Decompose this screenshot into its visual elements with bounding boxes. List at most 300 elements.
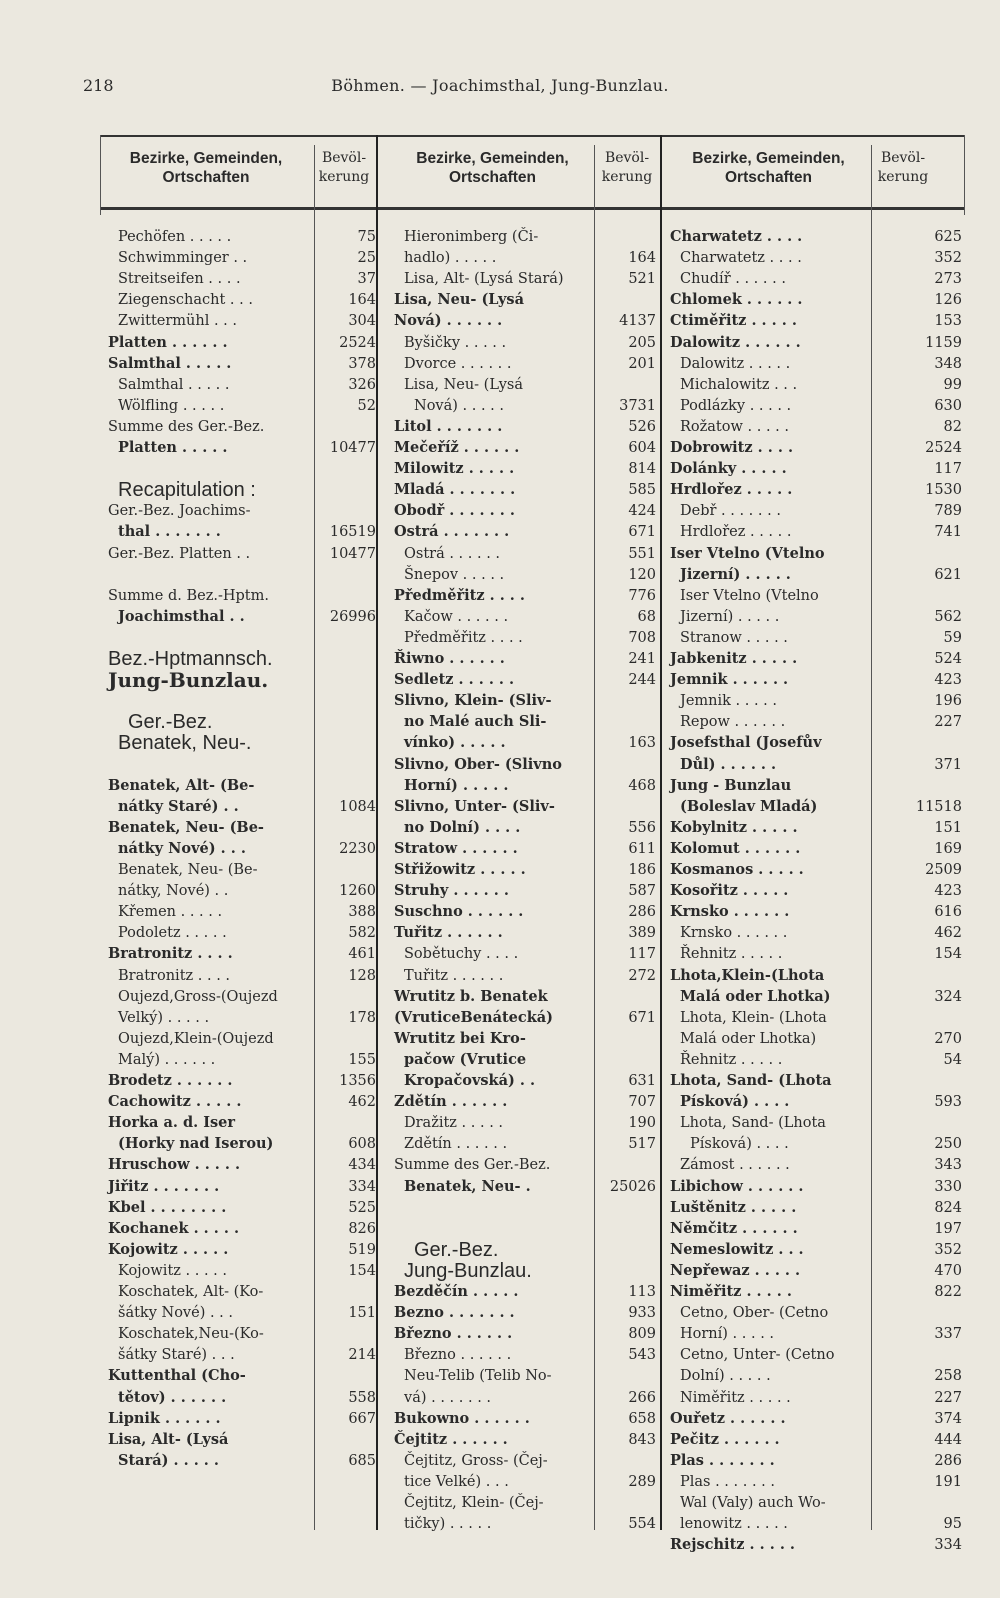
entry-population: 423 — [934, 672, 962, 688]
entry-population: 621 — [934, 567, 962, 583]
entry-name: Oujezd,Klein-(Oujezd — [118, 1031, 274, 1047]
column-divider — [376, 135, 378, 1530]
entry-population: 214 — [348, 1347, 376, 1363]
entry-name: Lhota, Klein- (Lhota — [680, 1010, 827, 1026]
entry-population: 521 — [628, 271, 656, 287]
entry-population: 824 — [934, 1200, 962, 1216]
entry-name: Kropačovská) . . — [404, 1072, 536, 1089]
entry-name: lenowitz . . . . . — [680, 1516, 788, 1532]
entry-name: Josefsthal (Josefův — [670, 734, 822, 751]
entry-name: Summe des Ger.-Bez. — [394, 1157, 551, 1173]
page-header — [0, 76, 1000, 102]
entry-name: Dobrowitz . . . . — [670, 439, 794, 456]
entry-name: Oujezd,Gross-(Oujezd — [118, 989, 278, 1005]
entry-population: 616 — [934, 904, 962, 920]
entry-name: Rožatow . . . . . — [680, 419, 789, 435]
entry-name: Lisa, Alt- (Lysá — [108, 1431, 229, 1448]
entry-name: Benatek, Neu- (Be- — [108, 819, 264, 836]
entry-name: Jizerní) . . . . . — [680, 566, 791, 583]
entry-name: nátky Nové) . . . — [118, 840, 246, 857]
entry-population: 16519 — [329, 524, 376, 540]
header-name-col2: Bezirke, Gemeinden, Ortschaften — [416, 150, 569, 186]
header-name-col1: Bezirke, Gemeinden, Ortschaften — [129, 150, 283, 186]
entry-population: 99 — [943, 377, 962, 393]
entry-name: Plas . . . . . . . — [680, 1474, 776, 1490]
entry-population: 25 — [357, 250, 376, 266]
entry-name: Milowitz . . . . . — [394, 460, 515, 477]
entry-population: 326 — [348, 377, 376, 393]
entry-population: 2230 — [339, 841, 376, 857]
entry-name: Křemen . . . . . — [118, 904, 223, 920]
entry-name: Stará) . . . . . — [118, 1452, 219, 1469]
entry-name: Platten . . . . . — [118, 439, 228, 456]
entry-name: Salmthal . . . . . — [118, 377, 230, 393]
entry-population: 37 — [357, 271, 376, 287]
entry-population: 371 — [934, 757, 962, 773]
entry-population: 554 — [628, 1516, 656, 1532]
entry-population: 519 — [348, 1242, 376, 1258]
entry-population: 250 — [934, 1136, 962, 1152]
entry-population: 151 — [934, 820, 962, 836]
entry-name: Benatek, Alt- (Be- — [108, 777, 255, 794]
entry-name: Sobětuchy . . . . — [404, 946, 519, 962]
entry-name: Mladá . . . . . . . — [394, 481, 516, 498]
entry-name: Hruschow . . . . . — [108, 1156, 241, 1173]
entry-name: Slivno, Ober- (Slivno — [394, 756, 562, 773]
entry-name: Bezno . . . . . . . — [394, 1304, 515, 1321]
entry-name: Koschatek,Neu-(Ko- — [118, 1326, 264, 1342]
entry-name: Ger.-Bez. Platten . . — [108, 546, 251, 562]
entry-name: Kochanek . . . . . — [108, 1220, 240, 1237]
entry-population: 201 — [628, 356, 656, 372]
entry-population: 543 — [628, 1347, 656, 1363]
entry-name: Pechöfen . . . . . — [118, 229, 232, 245]
entry-population: 1084 — [339, 799, 376, 815]
entry-population: 155 — [348, 1052, 376, 1068]
entry-name: Dražitz . . . . . — [404, 1115, 504, 1131]
entry-name: nátky, Nové) . . — [118, 883, 229, 899]
entry-population: 54 — [943, 1052, 962, 1068]
entry-name: Řehnitz . . . . . — [680, 1052, 783, 1068]
entry-name: Lipnik . . . . . . — [108, 1410, 221, 1427]
entry-name: Předměřitz . . . . — [394, 587, 525, 604]
entry-name: Kačow . . . . . . — [404, 609, 509, 625]
entry-population: 1356 — [339, 1073, 376, 1089]
entry-population: 186 — [628, 862, 656, 878]
entry-name: Písková) . . . . — [690, 1136, 789, 1152]
entry-name: pačow (Vrutice — [404, 1051, 527, 1068]
entry-name: Summe des Ger.-Bez. — [108, 419, 265, 435]
entry-name: Lhota,Klein-(Lhota — [670, 967, 825, 984]
entry-name: Ostrá . . . . . . . — [394, 523, 510, 540]
entry-population: 388 — [348, 904, 376, 920]
entry-population: 352 — [934, 250, 962, 266]
entry-population: 424 — [628, 503, 656, 519]
entry-name: Kojowitz . . . . . — [118, 1263, 228, 1279]
entry-name: Dvorce . . . . . . — [404, 356, 512, 372]
entry-population: 658 — [628, 1411, 656, 1427]
entry-population: 117 — [628, 946, 656, 962]
entry-population: 2524 — [339, 335, 376, 351]
entry-name: Neu-Telib (Telib No- — [404, 1368, 552, 1384]
entry-population: 343 — [934, 1157, 962, 1173]
entry-population: 164 — [628, 250, 656, 266]
entry-population: 558 — [348, 1390, 376, 1406]
entry-name: Lhota, Sand- (Lhota — [680, 1115, 826, 1131]
entry-name: Jung-Bunzlau. — [108, 668, 269, 692]
entry-population: 117 — [934, 461, 962, 477]
entry-population: 470 — [934, 1263, 962, 1279]
entry-population: 667 — [348, 1411, 376, 1427]
entry-population: 270 — [934, 1031, 962, 1047]
entry-population: 95 — [943, 1516, 962, 1532]
entry-name: Zámost . . . . . . — [680, 1157, 790, 1173]
entry-name: Niměřitz . . . . . — [680, 1390, 791, 1406]
entry-name: Repow . . . . . . — [680, 714, 786, 730]
entry-population: 707 — [628, 1094, 656, 1110]
entry-name: Ger.-Bez. Joachims- — [108, 503, 251, 519]
entry-name: Nepřewaz . . . . . — [670, 1262, 801, 1279]
entry-population: 461 — [348, 946, 376, 962]
entry-population: 196 — [934, 693, 962, 709]
entry-name: Dolní) . . . . . — [680, 1368, 771, 1384]
entry-name: Dalowitz . . . . . — [680, 356, 791, 372]
header-bottom-rule — [100, 207, 965, 210]
entry-name: Cetno, Ober- (Cetno — [680, 1305, 829, 1321]
entry-name: Čejtitz, Klein- (Čej- — [404, 1495, 544, 1511]
entry-name: Březno . . . . . . — [404, 1347, 512, 1363]
entry-name: Salmthal . . . . . — [108, 355, 232, 372]
entry-name: Platten . . . . . . — [108, 334, 228, 351]
population-table — [100, 135, 965, 1553]
entry-population: 741 — [934, 524, 962, 540]
entry-name: Lisa, Neu- (Lysá — [404, 377, 523, 393]
entry-name: Rejschitz . . . . . — [670, 1536, 795, 1553]
entry-population: 153 — [934, 313, 962, 329]
entry-name: Struhy . . . . . . — [394, 882, 509, 899]
entry-population: 822 — [934, 1284, 962, 1300]
entry-name: Plas . . . . . . . — [670, 1452, 775, 1469]
entry-name: Důl) . . . . . . — [680, 756, 777, 773]
entry-population: 582 — [348, 925, 376, 941]
entry-name: Jabkenitz . . . . . — [670, 650, 798, 667]
entry-population: 324 — [934, 989, 962, 1005]
entry-population: 562 — [934, 609, 962, 625]
entry-name: Krnsko . . . . . . — [670, 903, 790, 920]
entry-name: Velký) . . . . . — [118, 1010, 210, 1026]
entry-name: no Malé auch Sli- — [404, 713, 547, 730]
entry-name: Obodř . . . . . . . — [394, 502, 515, 519]
entry-name: Lisa, Alt- (Lysá Stará) — [404, 271, 564, 287]
entry-name: Ouřetz . . . . . . — [670, 1410, 786, 1427]
entry-name: Jung - Bunzlau — [670, 777, 792, 794]
entry-population: 462 — [348, 1094, 376, 1110]
entry-name: Střižowitz . . . . . — [394, 861, 526, 878]
entry-name: Jung-Bunzlau. — [404, 1260, 532, 1282]
entry-population: 154 — [348, 1263, 376, 1279]
entry-population: 423 — [934, 883, 962, 899]
entry-population: 227 — [934, 1390, 962, 1406]
entry-name: tičky) . . . . . — [404, 1516, 492, 1532]
entry-name: vínko) . . . . . — [404, 734, 506, 751]
entry-population: 685 — [348, 1453, 376, 1469]
entry-name: Suschno . . . . . . — [394, 903, 524, 920]
entry-population: 444 — [934, 1432, 962, 1448]
running-head: Böhmen. — Joachimsthal, Jung-Bunzlau. — [331, 76, 669, 95]
entry-population: 776 — [628, 588, 656, 604]
entry-population: 151 — [348, 1305, 376, 1321]
entry-population: 434 — [348, 1157, 376, 1173]
entry-name: Streitseifen . . . . — [118, 271, 241, 287]
entry-population: 11518 — [915, 799, 962, 815]
entry-name: Horní) . . . . . — [680, 1326, 775, 1342]
entry-name: Řiwno . . . . . . — [394, 650, 505, 667]
entry-population: 708 — [628, 630, 656, 646]
entry-population: 241 — [628, 651, 656, 667]
entry-name: Summe d. Bez.-Hptm. — [108, 588, 269, 604]
entry-population: 52 — [357, 398, 376, 414]
entry-population: 389 — [628, 925, 656, 941]
entry-name: vá) . . . . . . . — [404, 1390, 492, 1406]
entry-name: Kbel . . . . . . . . — [108, 1199, 227, 1216]
entry-name: Chudíř . . . . . . — [680, 271, 786, 287]
entry-name: Wölfling . . . . . — [118, 398, 225, 414]
entry-name: Ger.-Bez. — [128, 711, 213, 733]
entry-population: 593 — [934, 1094, 962, 1110]
entry-name: Wrutitz b. Benatek — [394, 988, 548, 1005]
entry-name: Horka a. d. Iser — [108, 1114, 236, 1131]
entry-name: Bratronitz . . . . — [118, 968, 231, 984]
entry-name: Ziegenschacht . . . — [118, 292, 253, 308]
entry-population: 178 — [348, 1010, 376, 1026]
entry-name: Kuttenthal (Cho- — [108, 1367, 246, 1384]
entry-population: 2524 — [925, 440, 962, 456]
entry-population: 604 — [628, 440, 656, 456]
header-pop-col3: Bevöl- kerung — [877, 150, 929, 185]
entry-name: Wrutitz bei Kro- — [394, 1030, 526, 1047]
entry-name: Bezděčín . . . . . — [394, 1283, 519, 1300]
entry-population: 330 — [934, 1179, 962, 1195]
entry-population: 608 — [348, 1136, 376, 1152]
column-divider — [660, 135, 662, 1530]
entry-population: 556 — [628, 820, 656, 836]
entry-population: 10477 — [329, 440, 376, 456]
entry-name: Sedletz . . . . . . — [394, 671, 515, 688]
entry-name: Benatek, Neu-. — [118, 732, 252, 754]
entry-name: Cachowitz . . . . . — [108, 1093, 242, 1110]
entry-name: Charwatetz . . . . — [680, 250, 802, 266]
entry-name: hadlo) . . . . . — [404, 250, 497, 266]
entry-population: 2509 — [925, 862, 962, 878]
entry-name: Zdětín . . . . . . — [394, 1093, 508, 1110]
column-divider — [100, 135, 101, 215]
entry-name: Brodetz . . . . . . — [108, 1072, 233, 1089]
entry-population: 1159 — [925, 335, 962, 351]
header-pop-col1: Bevöl- kerung — [318, 150, 370, 185]
entry-name: Bratronitz . . . . — [108, 945, 233, 962]
entry-population: 826 — [348, 1221, 376, 1237]
entry-population: 933 — [628, 1305, 656, 1321]
entry-population: 789 — [934, 503, 962, 519]
entry-name: Hrdlořez . . . . . — [680, 524, 792, 540]
entry-name: Libichow . . . . . . — [670, 1178, 804, 1195]
entry-population: 585 — [628, 482, 656, 498]
entry-population: 526 — [628, 419, 656, 435]
entry-name: Nemeslowitz . . . — [670, 1241, 804, 1258]
entry-name: Slivno, Unter- (Sliv- — [394, 798, 555, 815]
entry-name: Dalowitz . . . . . . — [670, 334, 801, 351]
entry-name: Jiřitz . . . . . . . — [108, 1178, 220, 1195]
entry-population: 273 — [934, 271, 962, 287]
entry-name: Litol . . . . . . . — [394, 418, 503, 435]
table-top-rule — [100, 135, 965, 137]
entry-name: Jemnik . . . . . — [680, 693, 777, 709]
entry-name: Charwatetz . . . . — [670, 228, 803, 245]
entry-population: 163 — [628, 735, 656, 751]
entry-name: Malá oder Lhotka) — [680, 1031, 817, 1047]
entry-name: Zdětín . . . . . . — [404, 1136, 508, 1152]
entry-population: 82 — [943, 419, 962, 435]
entry-name: Bukowno . . . . . . — [394, 1410, 530, 1427]
entry-name: Podoletz . . . . . — [118, 925, 227, 941]
entry-name: Jemnik . . . . . . — [670, 671, 789, 688]
entry-population: 352 — [934, 1242, 962, 1258]
entry-name: Debř . . . . . . . — [680, 503, 781, 519]
entry-population: 524 — [934, 651, 962, 667]
entry-name: (Boleslav Mladá) — [680, 798, 818, 815]
entry-name: Pečitz . . . . . . — [670, 1431, 780, 1448]
entry-name: Schwimminger . . — [118, 250, 248, 266]
entry-name: Nová) . . . . . . — [394, 312, 503, 329]
entry-name: Němčitz . . . . . . — [670, 1220, 798, 1237]
entry-name: Mečeříž . . . . . . — [394, 439, 520, 456]
entry-population: 468 — [628, 778, 656, 794]
entry-population: 169 — [934, 841, 962, 857]
entry-name: Tuřitz . . . . . . — [394, 924, 503, 941]
entry-name: Ger.-Bez. — [414, 1239, 499, 1261]
entry-name: (VruticeBenátecká) — [394, 1009, 554, 1026]
entry-population: 3731 — [619, 398, 656, 414]
header-name-col3: Bezirke, Gemeinden, Ortschaften — [692, 150, 845, 186]
entry-name: Kolomut . . . . . . — [670, 840, 801, 857]
entry-population: 286 — [628, 904, 656, 920]
entry-name: Joachimsthal . . — [118, 608, 245, 625]
entry-name: Niměřitz . . . . . — [670, 1283, 792, 1300]
entry-population: 337 — [934, 1326, 962, 1342]
entry-name: Krnsko . . . . . . — [680, 925, 788, 941]
entry-name: Nová) . . . . . — [414, 398, 505, 414]
entry-name: Benatek, Neu- (Be- — [118, 862, 258, 878]
entry-population: 286 — [934, 1453, 962, 1469]
entry-population: 631 — [628, 1073, 656, 1089]
entry-name: Horní) . . . . . — [404, 777, 509, 794]
entry-population: 374 — [934, 1411, 962, 1427]
entry-name: Kojowitz . . . . . — [108, 1241, 229, 1258]
entry-population: 809 — [628, 1326, 656, 1342]
entry-population: 126 — [934, 292, 962, 308]
entry-population: 68 — [637, 609, 656, 625]
entry-name: Stratow . . . . . . — [394, 840, 518, 857]
entry-name: Ctiměřitz . . . . . — [670, 312, 797, 329]
entry-population: 4137 — [619, 313, 656, 329]
entry-name: Recapitulation : — [118, 479, 256, 501]
entry-name: Ostrá . . . . . . — [404, 546, 501, 562]
entry-name: Hieronimberg (Či- — [404, 229, 539, 245]
entry-population: 334 — [348, 1179, 376, 1195]
entry-name: Slivno, Klein- (Sliv- — [394, 692, 552, 709]
entry-population: 334 — [934, 1537, 962, 1553]
entry-population: 10477 — [329, 546, 376, 562]
entry-population: 197 — [934, 1221, 962, 1237]
entry-name: Hrdlořez . . . . . — [670, 481, 793, 498]
entry-population: 348 — [934, 356, 962, 372]
entry-population: 120 — [628, 567, 656, 583]
entry-name: Bez.-Hptmannsch. — [108, 648, 273, 670]
entry-population: 671 — [628, 524, 656, 540]
entry-name: Chlomek . . . . . . — [670, 291, 803, 308]
entry-population: 154 — [934, 946, 962, 962]
header-pop-col2: Bevöl- kerung — [601, 150, 653, 185]
entry-name: Kobylnitz . . . . . — [670, 819, 798, 836]
entry-name: Iser Vtelno (Vtelno — [670, 545, 825, 562]
page-number: 218 — [83, 76, 114, 95]
entry-population: 244 — [628, 672, 656, 688]
entry-population: 378 — [348, 356, 376, 372]
entry-population: 843 — [628, 1432, 656, 1448]
entry-population: 587 — [628, 883, 656, 899]
entry-population: 258 — [934, 1368, 962, 1384]
entry-name: Iser Vtelno (Vtelno — [680, 588, 819, 604]
entry-name: thal . . . . . . . — [118, 523, 221, 540]
entry-population: 525 — [348, 1200, 376, 1216]
entry-population: 671 — [628, 1010, 656, 1026]
entry-population: 190 — [628, 1115, 656, 1131]
entry-name: tětov) . . . . . . — [118, 1389, 227, 1406]
entry-population: 304 — [348, 313, 376, 329]
entry-name: no Dolní) . . . . — [404, 819, 521, 836]
entry-name: šátky Nové) . . . — [118, 1305, 234, 1321]
entry-name: Písková) . . . . — [680, 1093, 790, 1110]
entry-name: Řehnitz . . . . . — [680, 946, 783, 962]
entry-name: Březno . . . . . . — [394, 1325, 513, 1342]
entry-name: Luštěnitz . . . . . — [670, 1199, 797, 1216]
column-divider — [964, 135, 965, 215]
entry-population: 814 — [628, 461, 656, 477]
entry-name: Podlázky . . . . . — [680, 398, 792, 414]
entry-population: 611 — [628, 841, 656, 857]
entry-name: (Horky nad Iserou) — [118, 1135, 274, 1152]
entry-name: Malá oder Lhotka) — [680, 988, 831, 1005]
entry-population: 205 — [628, 335, 656, 351]
entry-name: Předměřitz . . . . — [404, 630, 523, 646]
entry-population: 272 — [628, 968, 656, 984]
entry-name: Malý) . . . . . . — [118, 1052, 216, 1068]
entry-population: 164 — [348, 292, 376, 308]
entry-population: 75 — [357, 229, 376, 245]
entry-population: 630 — [934, 398, 962, 414]
entry-population: 551 — [628, 546, 656, 562]
entry-name: Lisa, Neu- (Lysá — [394, 291, 524, 308]
entry-population: 26996 — [329, 609, 376, 625]
entry-population: 59 — [943, 630, 962, 646]
entry-name: Cetno, Unter- (Cetno — [680, 1347, 835, 1363]
entry-name: nátky Staré) . . — [118, 798, 239, 815]
entry-name: Byšičky . . . . . — [404, 335, 507, 351]
entry-population: 1530 — [925, 482, 962, 498]
entry-population: 462 — [934, 925, 962, 941]
entry-name: šátky Staré) . . . — [118, 1347, 235, 1363]
entry-name: Koschatek, Alt- (Ko- — [118, 1284, 264, 1300]
